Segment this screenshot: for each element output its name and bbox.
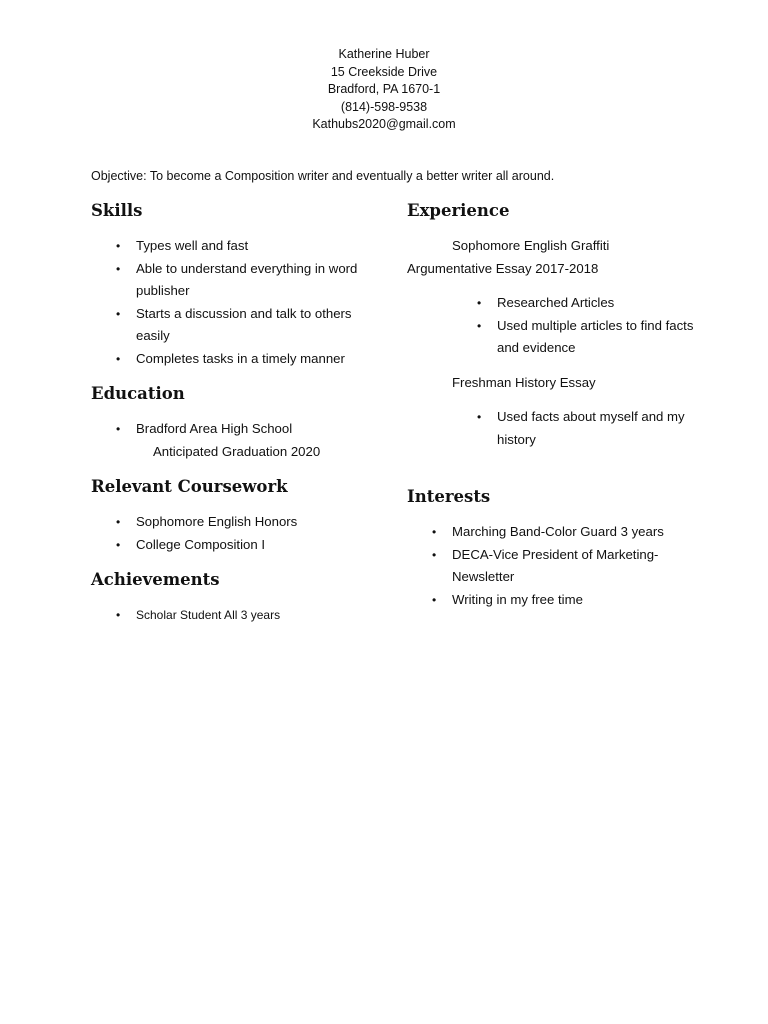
bullet-icon: •: [116, 608, 121, 622]
list-item: • DECA-Vice President of Marketing-Newsletter: [407, 544, 697, 589]
education-heading: Education: [91, 384, 185, 403]
education-school: Bradford Area High School: [136, 421, 293, 436]
coursework-heading: Relevant Coursework: [91, 477, 288, 496]
experience-title: Freshman History Essay: [452, 374, 596, 390]
bullet-icon: •: [432, 525, 437, 539]
bullet-icon: •: [116, 537, 121, 552]
list-item: • College Composition I: [91, 534, 381, 557]
experience-heading: Experience: [407, 201, 510, 220]
list-item: • Marching Band-Color Guard 3 years: [407, 521, 697, 544]
experience-title: Sophomore English Graffiti: [452, 238, 610, 253]
list-item: • Researched Articles: [452, 292, 697, 315]
right-column: [407, 200, 697, 611]
contact-email: Kathubs2020@gmail.com: [312, 117, 456, 131]
experience-list: [407, 406, 697, 451]
bullet-icon: •: [432, 547, 437, 562]
contact-address: 15 Creekside Drive: [330, 64, 438, 79]
skills-heading: Skills: [91, 201, 143, 220]
list-item: • Writing in my free time: [407, 589, 697, 612]
bullet-icon: •: [116, 515, 121, 529]
bullet-icon: •: [116, 351, 121, 366]
education-list: [91, 418, 381, 441]
list-item: • Types well and fast: [91, 235, 381, 258]
interests-list: [407, 521, 697, 611]
education-graduation: Anticipated Graduation 2020: [153, 443, 321, 459]
list-item: • Used facts about myself and my history: [452, 406, 697, 451]
experience-list: [407, 292, 697, 360]
list-item: [91, 418, 381, 441]
list-item: • Scholar Student All 3 years: [91, 604, 381, 627]
skills-list: [91, 235, 381, 370]
bullet-icon: •: [477, 410, 482, 424]
contact-header: [0, 46, 768, 134]
objective-statement: Objective: To become a Composition writer and eventually a better writer all around.: [91, 169, 555, 183]
contact-name: Katherine Huber: [338, 47, 430, 61]
coursework-list: [91, 511, 381, 556]
list-item: • Used multiple articles to find facts and evidence: [452, 315, 697, 360]
bullet-icon: •: [432, 592, 437, 607]
bullet-icon: •: [116, 306, 121, 321]
contact-phone: (814)-598-9538: [340, 99, 428, 114]
bullet-icon: •: [116, 261, 121, 276]
contact-city: Bradford, PA 1670-1: [327, 82, 441, 96]
bullet-icon: •: [116, 422, 121, 436]
experience-title-cont: Argumentative Essay 2017-2018: [407, 260, 599, 276]
left-column: [91, 200, 381, 627]
bullet-icon: •: [116, 239, 121, 253]
bullet-icon: •: [477, 296, 482, 310]
list-item: • Completes tasks in a timely manner: [91, 348, 381, 371]
interests-heading: Interests: [407, 487, 491, 506]
bullet-icon: •: [477, 318, 482, 333]
achievements-list: [91, 604, 381, 627]
list-item: • Able to understand everything in word publisher: [91, 258, 381, 303]
achievements-heading: Achievements: [91, 570, 220, 589]
list-item: • Sophomore English Honors: [91, 511, 381, 534]
list-item: • Starts a discussion and talk to others easily: [91, 303, 381, 348]
